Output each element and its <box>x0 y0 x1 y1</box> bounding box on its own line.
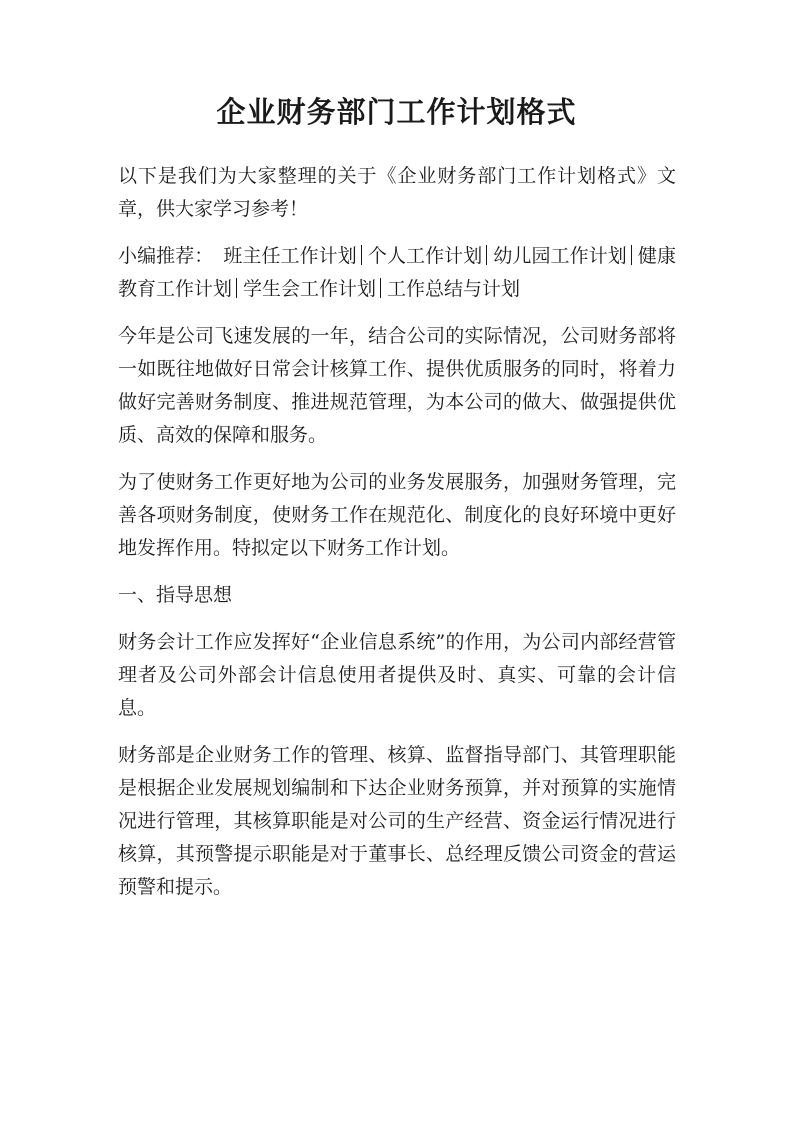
recommend-link-work-summary[interactable]: 工作总结与计划 <box>387 278 521 300</box>
recommend-label: 小编推荐： <box>118 245 214 267</box>
recommend-link-class-teacher[interactable]: 班主任工作计划 <box>223 245 357 267</box>
section-heading: 一、指导思想 <box>118 584 233 606</box>
link-separator <box>486 245 487 265</box>
document-body <box>118 160 676 918</box>
link-separator <box>361 245 362 265</box>
intro-paragraph: 以下是我们为大家整理的关于《企业财务部门工作计划格式》文章，供大家学习参考！ <box>118 165 676 220</box>
recommend-paragraph <box>118 240 676 306</box>
recommend-link-kindergarten[interactable]: 幼儿园工作计划 <box>493 245 627 267</box>
recommend-link-personal[interactable]: 个人工作计划 <box>367 245 483 267</box>
body-paragraph: 今年是公司飞速发展的一年，结合公司的实际情况，公司财务部将一如既往地做好日常会计核算工作、提供优质服务的同时，将着力做好完善财务制度、推进规范管理，为本公司的做大、做强提供优质、高效的保障和服务。 <box>118 325 676 446</box>
body-paragraph: 为了使财务工作更好地为公司的业务发展服务，加强财务管理，完善各项财务制度，使财务工作在规范化、制度化的良好环境中更好地发挥作用。特拟定以下财务工作计划。 <box>118 471 676 559</box>
body-paragraph: 财务会计工作应发挥好“企业信息系统”的作用，为公司内部经营管理者及公司外部会计信息使用者提供及时、真实、可靠的会计信息。 <box>118 631 676 719</box>
body-paragraph: 财务部是企业财务工作的管理、核算、监督指导部门、其管理职能是根据企业发展规划编制和下达企业财务预算，并对预算的实施情况进行管理，其核算职能是对公司的生产经营、资金运行情况进行核算，其预警提示职能是对于董事长、总经理反馈公司资金的营运预警和提示。 <box>118 744 676 898</box>
recommend-link-student-union[interactable]: 学生会工作计划 <box>243 278 377 300</box>
document-title: 企业财务部门工作计划格式 <box>216 95 577 129</box>
link-separator <box>380 278 381 298</box>
link-separator <box>236 278 237 298</box>
link-separator <box>631 245 632 265</box>
recommend-link-health-education[interactable]: 健康教育工作计划 <box>118 245 676 300</box>
